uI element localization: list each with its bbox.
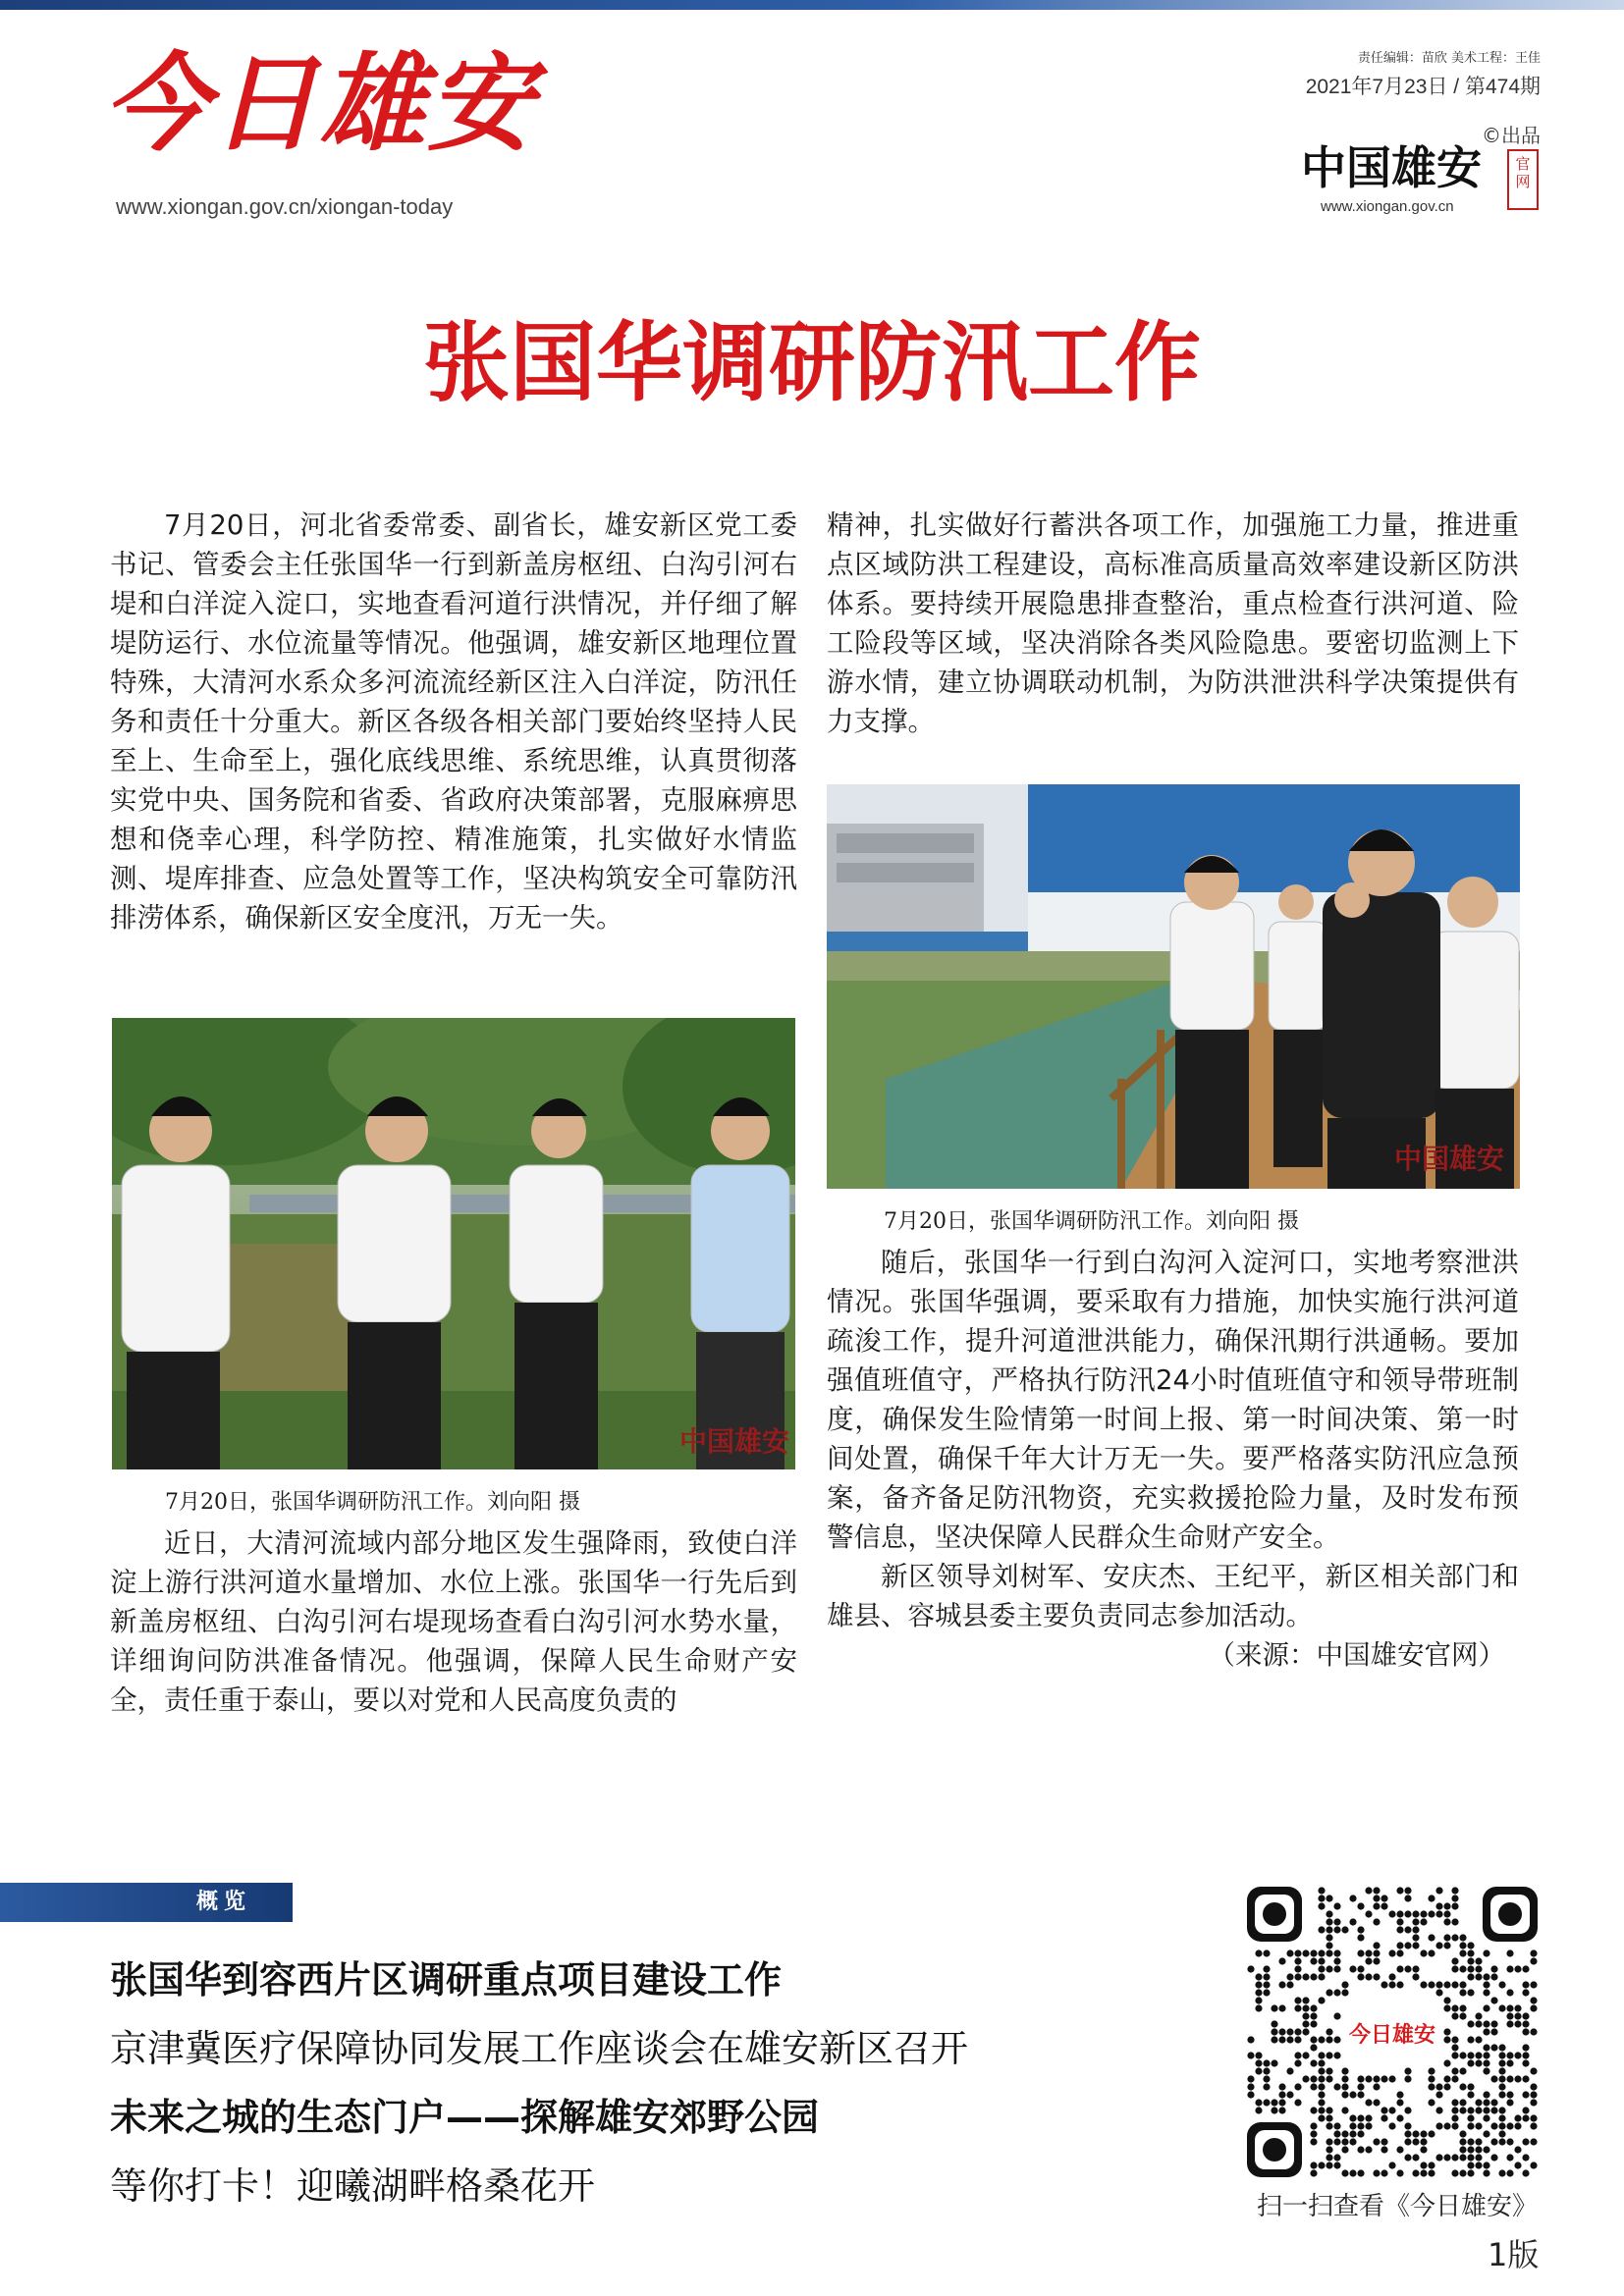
qr-caption: 扫一扫查看《今日雄安》 <box>1257 2192 1539 2221</box>
photo-inspection-riverbank <box>112 1018 795 1469</box>
logo-url[interactable]: www.xiongan.gov.cn <box>1321 198 1454 215</box>
masthead-url[interactable]: www.xiongan.gov.cn/xiongan-today <box>116 194 454 219</box>
overview-item[interactable]: 京津冀医疗保障协同发展工作座谈会在雄安新区召开 <box>110 2027 969 2070</box>
photo-watermark: 中国雄安 <box>1394 1143 1505 1175</box>
overview-label: 概览 <box>196 1890 252 1914</box>
produced-by: ©出品 <box>1482 124 1541 147</box>
overview-item[interactable]: 未来之城的生态门户——探解雄安郊野公园 <box>110 2096 820 2139</box>
paragraph: 新区领导刘树军、安庆杰、王纪平，新区相关部门和雄县、容城县委主要负责同志参加活动。 <box>827 1561 1519 1631</box>
article-source: （来源：中国雄安官网） <box>1208 1639 1505 1671</box>
paragraph: 7月20日，河北省委常委、副省长，雄安新区党工委书记、管委会主任张国华一行到新盖房枢纽、白沟引河右堤和白洋淀入淀口，实地查看河道行洪情况，并仔细了解堤防运行、水位流量等情况。他强调，雄安新区地理位置特殊，大清河水系众多河流流经新区注入白洋淀，防汛任务和责任十分重大。新区各级各相关部门要始终坚持人民至上、生命至上，强化底线思维、系统思维，认真贯彻落实党中央、国务院和省委、省政府决策部署，克服麻痹思想和侥幸心理，科学防控、精准施策，扎实做好水情监测、堤库排查、应急处置等工作，坚决构筑安全可靠防汛排涝体系，确保新区安全度汛，万无一失。 <box>110 509 797 934</box>
paragraph: 近日，大清河流域内部分地区发生强降雨，致使白洋淀上游行洪河道水量增加、水位上涨。张国华一行先后到新盖房枢纽、白沟引河右堤现场查看白沟引河水势水量，详细询问防洪准备情况。他强调，保障人民生命财产安全，责任重于泰山，要以对党和人民高度负责的 <box>110 1527 797 1716</box>
left-column-bottom <box>110 1523 797 1720</box>
masthead-title: 今日雄安 <box>103 42 536 166</box>
page-number: 1版 <box>1488 2236 1540 2273</box>
editors-credit: 责任编辑：苗欣 美术工程：王佳 <box>1357 51 1541 66</box>
overview-item[interactable]: 等你打卡！迎曦湖畔格桑花开 <box>110 2164 596 2208</box>
photo-watermark: 中国雄安 <box>679 1425 790 1458</box>
photo2-caption: 7月20日，张国华调研防汛工作。刘向阳 摄 <box>884 1209 1299 1234</box>
top-color-bar <box>0 0 1624 10</box>
right-column-top <box>827 506 1519 741</box>
overview-item[interactable]: 张国华到容西片区调研重点项目建设工作 <box>110 1958 783 2002</box>
china-xiongan-logo: 中国雄安 <box>1301 141 1482 194</box>
right-column-bottom <box>827 1243 1519 1675</box>
paragraph: 随后，张国华一行到白沟河入淀河口，实地考察泄洪情况。张国华强调，要采取有力措施，加快实施行洪河道疏浚工作，提升河道泄洪能力，确保汛期行洪通畅。要加强值班值守，严格执行防汛24小时值班值守和领导带班制度，确保发生险情第一时间上报、第一时间决策、第一时间处置，确保千年大计万无一失。要严格落实防汛应急预案，备齐备足防汛物资，充实救援抢险力量，及时发布预警信息，坚决保障人民群众生命财产安全。 <box>827 1247 1519 1553</box>
issue-date: 2021年7月23日 / 第474期 <box>1305 76 1541 98</box>
official-site-seal: 官网 <box>1507 149 1539 210</box>
qr-center-label: 今日雄安 <box>1348 2022 1436 2048</box>
left-column-top <box>110 506 797 937</box>
photo-inspection-walkway <box>827 784 1520 1189</box>
article-headline: 张国华调研防汛工作 <box>422 311 1201 413</box>
photo1-caption: 7月20日，张国华调研防汛工作。刘向阳 摄 <box>165 1490 580 1515</box>
paragraph: 精神，扎实做好行蓄洪各项工作，加强施工力量，推进重点区域防洪工程建设，高标准高质量高效率建设新区防洪体系。要持续开展隐患排查整治，重点检查行洪河道、险工险段等区域，坚决消除各类风险隐患。要密切监测上下游水情，建立协调联动机制，为防洪泄洪科学决策提供有力支撑。 <box>827 509 1519 737</box>
qr-code[interactable] <box>1247 1887 1538 2177</box>
